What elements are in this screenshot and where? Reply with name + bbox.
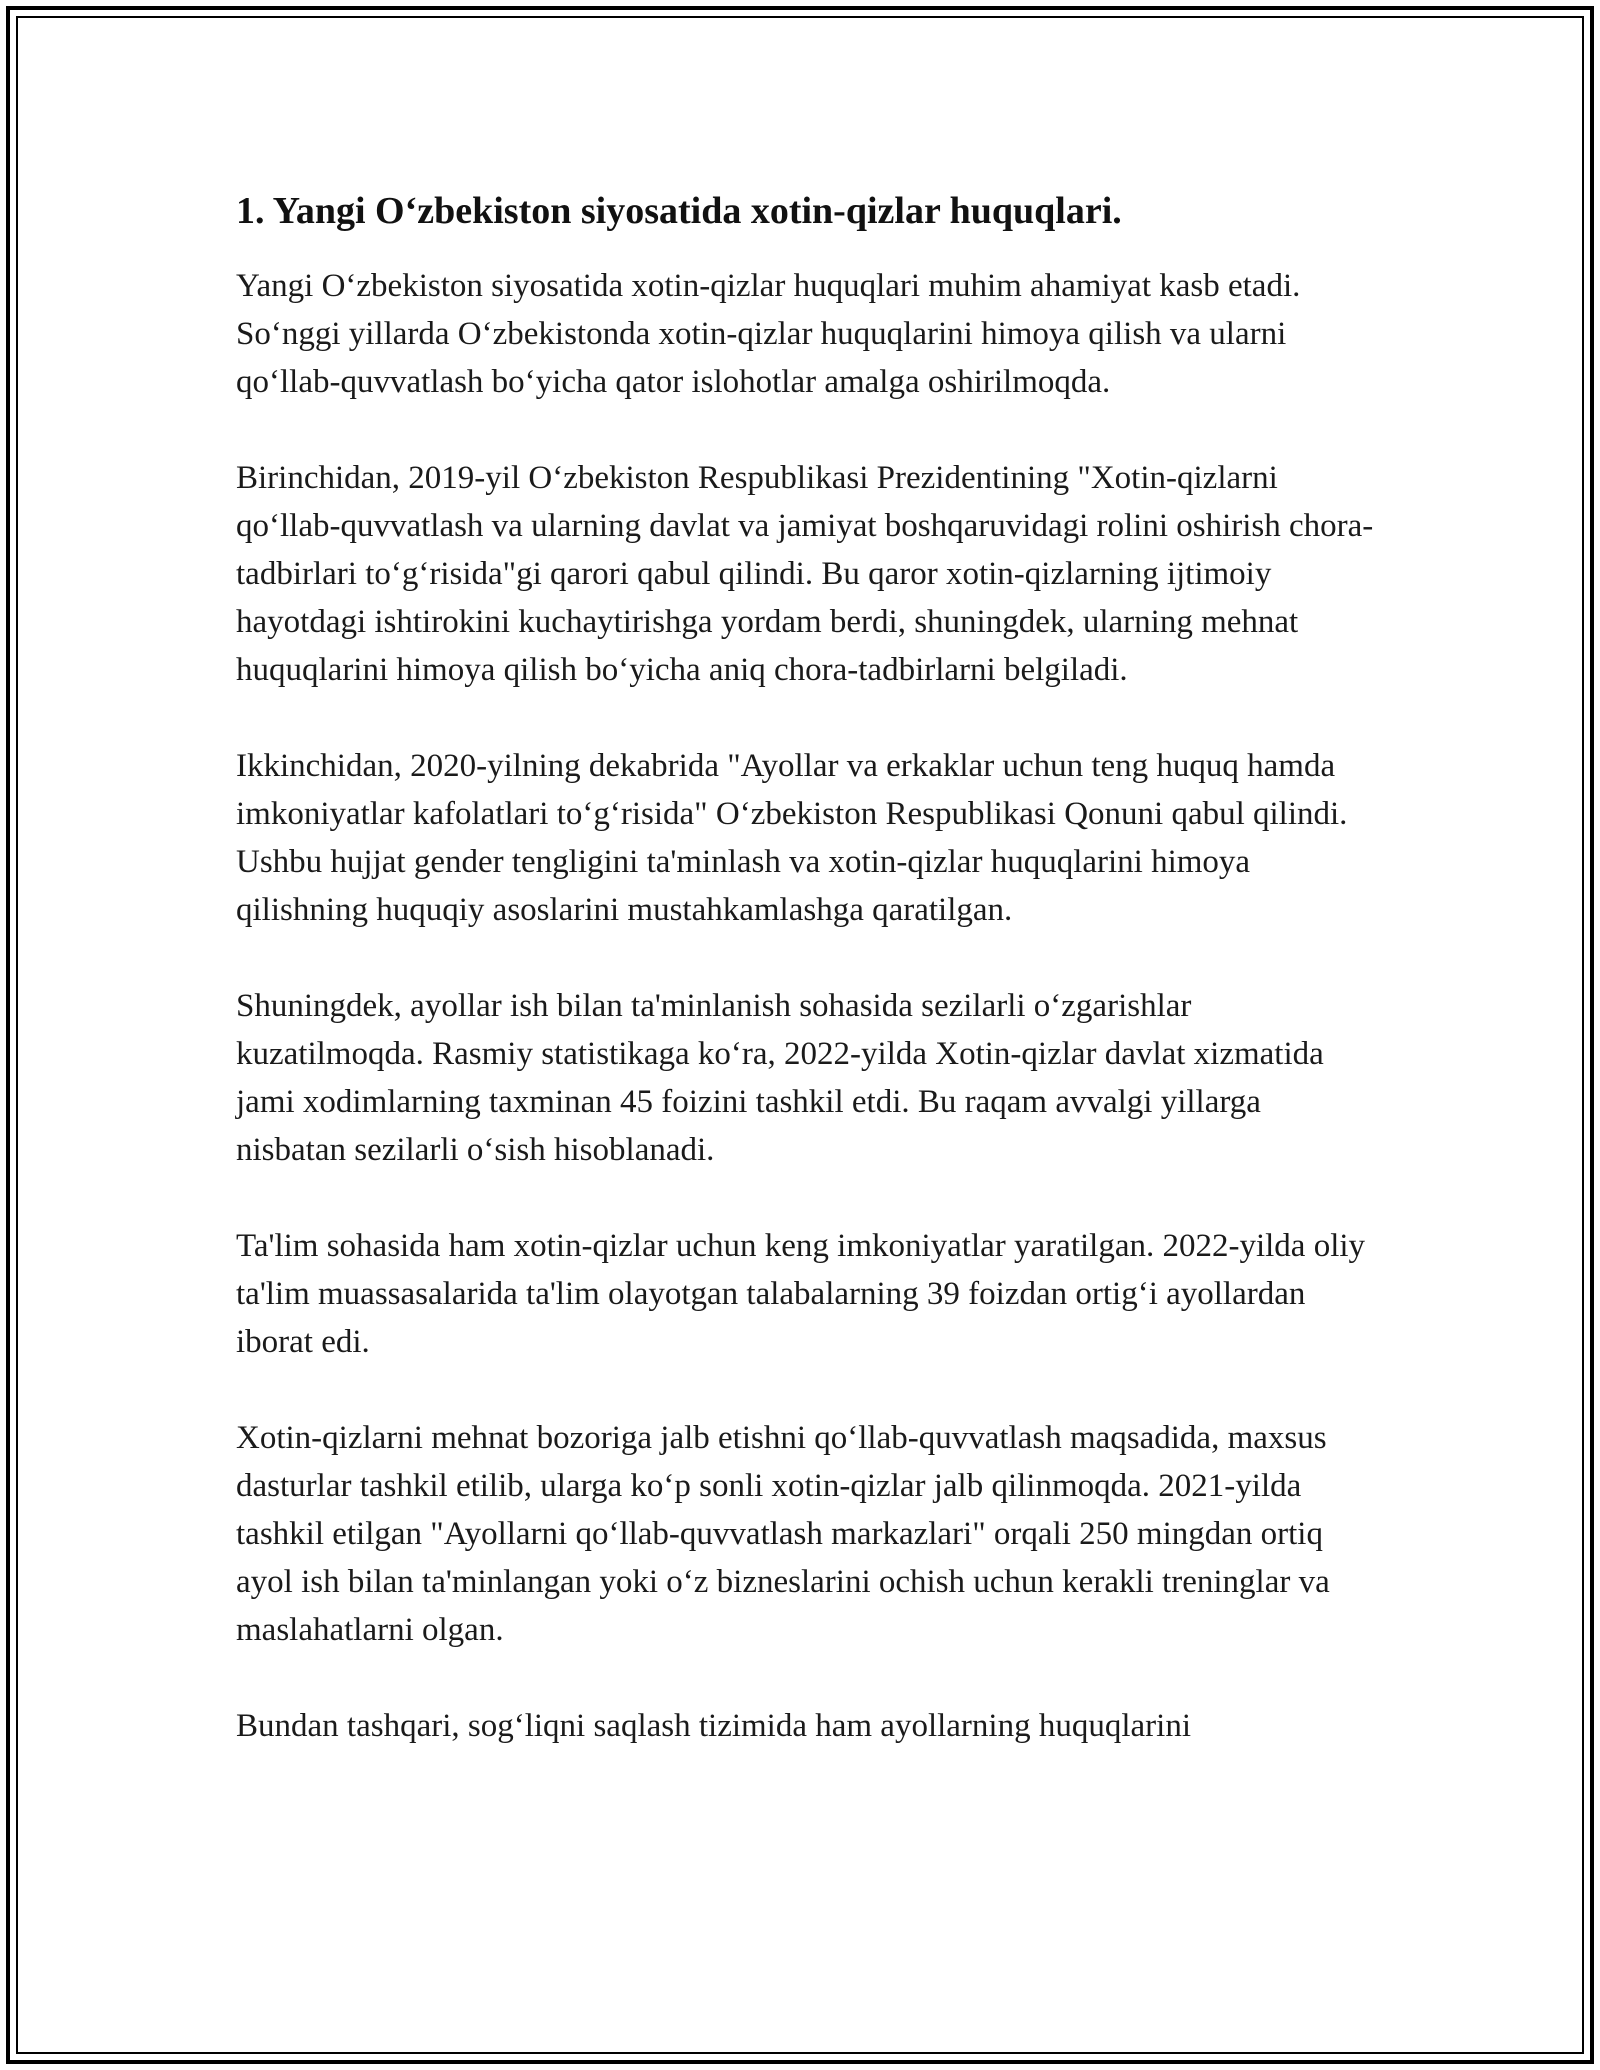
paragraph-equal-rights-law: Ikkinchidan, 2020-yilning dekabrida "Ayollar va erkaklar uchun teng huquq hamda imkoniyatlar kafolatlari to‘g‘risida" O‘zbekiston Respublikasi Qonuni qabul qilindi. Ushbu hujjat gender tengligini ta'minlash va xotin-qizlar huquqlarini himoya qilishning huquqiy asoslarini mustahkamlashga qaratilgan.	[236, 748, 1348, 928]
paragraph-employment: Shuningdek, ayollar ish bilan ta'minlanish sohasida sezilarli o‘zgarishlar kuzatilmoqda. Rasmiy statistikaga ko‘ra, 2022-yilda Xotin-qizlar davlat xizmatida jami xodimlarning taxminan 45 foizini tashkil etdi. Bu raqam avvalgi yillarga nisbatan sezilarli o‘sish hisoblanadi.	[236, 988, 1324, 1168]
paragraph-intro: Yangi O‘zbekiston siyosatida xotin-qizlar huquqlari muhim ahamiyat kasb etadi. So‘nggi yillarda O‘zbekistonda xotin-qizlar huquqlarini himoya qilish va ularni qo‘llab-quvvatlash bo‘yicha qator islohotlar amalga oshirilmoqda.	[236, 268, 1301, 400]
paragraph-first-decree: Birinchidan, 2019-yil O‘zbekiston Respublikasi Prezidentining "Xotin-qizlarni qo‘llab-quvvatlash va ularning davlat va jamiyat boshqaruvidagi rolini oshirish chora-tadbirlari to‘g‘risida"gi qarori qabul qilindi. Bu qaror xotin-qizlarning ijtimoiy hayotdagi ishtirokini kuchaytirishga yordam berdi, shuningdek, ularning mehnat huquqlarini himoya qilish bo‘yicha aniq chora-tadbirlarni belgiladi.	[236, 460, 1374, 688]
paragraph-healthcare: Bundan tashqari, sog‘liqni saqlash tizimida ham ayollarning huquqlarini	[236, 1708, 1191, 1744]
paragraph-labor-programs: Xotin-qizlarni mehnat bozoriga jalb etishni qo‘llab-quvvatlash maqsadida, maxsus dasturlar tashkil etilib, ularga ko‘p sonli xotin-qizlar jalb qilinmoqda. 2021-yilda tashkil etilgan "Ayollarni qo‘llab-quvvatlash markazlari" orqali 250 mingdan ortiq ayol ish bilan ta'minlangan yoki o‘z bizneslarini ochish uchun kerakli treninglar va maslahatlarni olgan.	[236, 1420, 1330, 1648]
section-heading: 1. Yangi O‘zbekiston siyosatida xotin-qizlar huquqlari.	[236, 190, 1122, 232]
paragraph-education: Ta'lim sohasida ham xotin-qizlar uchun keng imkoniyatlar yaratilgan. 2022-yilda oliy ta'lim muassasalarida ta'lim olayotgan talabalarning 39 foizdan ortig‘i ayollardan iborat edi.	[236, 1228, 1366, 1360]
document-body	[236, 186, 1376, 1798]
